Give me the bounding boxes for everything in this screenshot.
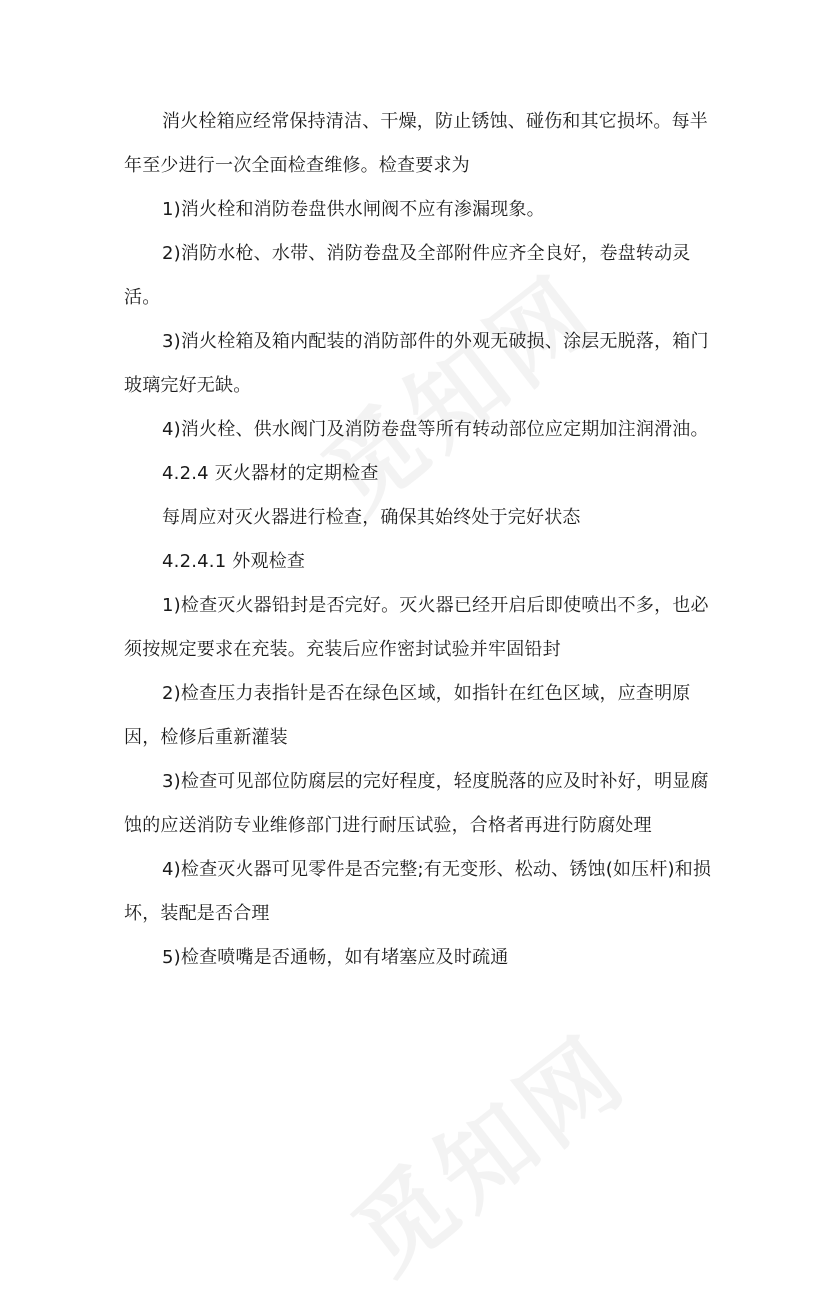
paragraph-check-3-anticorrosion: 3)检查可见部位防腐层的完好程度，轻度脱落的应及时补好，明显腐蚀的应送消防专业维修部门进行耐压试验，合格者再进行防腐处理 — [124, 771, 709, 836]
paragraph-check-2-pressure-gauge: 2)检查压力表指针是否在绿色区域，如指针在红色区域，应查明原因，检修后重新灌装 — [124, 683, 691, 748]
watermark-bottom — [321, 998, 651, 1298]
document-body — [124, 100, 712, 980]
paragraph-check-5-nozzle: 5)检查喷嘴是否通畅，如有堵塞应及时疏通 — [162, 947, 509, 968]
paragraph-item-2-nozzle-hose: 2)消防水枪、水带、消防卷盘及全部附件应齐全良好，卷盘转动灵活。 — [124, 243, 691, 308]
paragraph-item-3-box-appearance: 3)消火栓箱及箱内配装的消防部件的外观无破损、涂层无脱落，箱门玻璃完好无缺。 — [124, 331, 709, 396]
paragraph-item-1-valve-leak: 1)消火栓和消防卷盘供水闸阀不应有渗漏现象。 — [162, 199, 545, 220]
section-heading-4-2-4-1: 4.2.4.1 外观检查 — [162, 551, 306, 572]
paragraph-check-4-components: 4)检查灭火器可见零件是否完整;有无变形、松动、锈蚀(如压杆)和损坏，装配是否合理 — [124, 859, 712, 924]
section-heading-4-2-4: 4.2.4 灭火器材的定期检查 — [162, 463, 379, 484]
paragraph-check-1-seal: 1)检查灭火器铅封是否完好。灭火器已经开启后即使喷出不多，也必须按规定要求在充装。充装后应作密封试验并牢固铅封 — [124, 595, 709, 660]
paragraph-hydrant-box-maintenance: 消火栓箱应经常保持清洁、干燥，防止锈蚀、碰伤和其它损坏。每半年至少进行一次全面检查维修。检查要求为 — [124, 111, 708, 176]
paragraph-weekly-check: 每周应对灭火器进行检查，确保其始终处于完好状态 — [162, 507, 581, 528]
paragraph-item-4-lubrication: 4)消火栓、供水阀门及消防卷盘等所有转动部位应定期加注润滑油。 — [162, 419, 709, 440]
